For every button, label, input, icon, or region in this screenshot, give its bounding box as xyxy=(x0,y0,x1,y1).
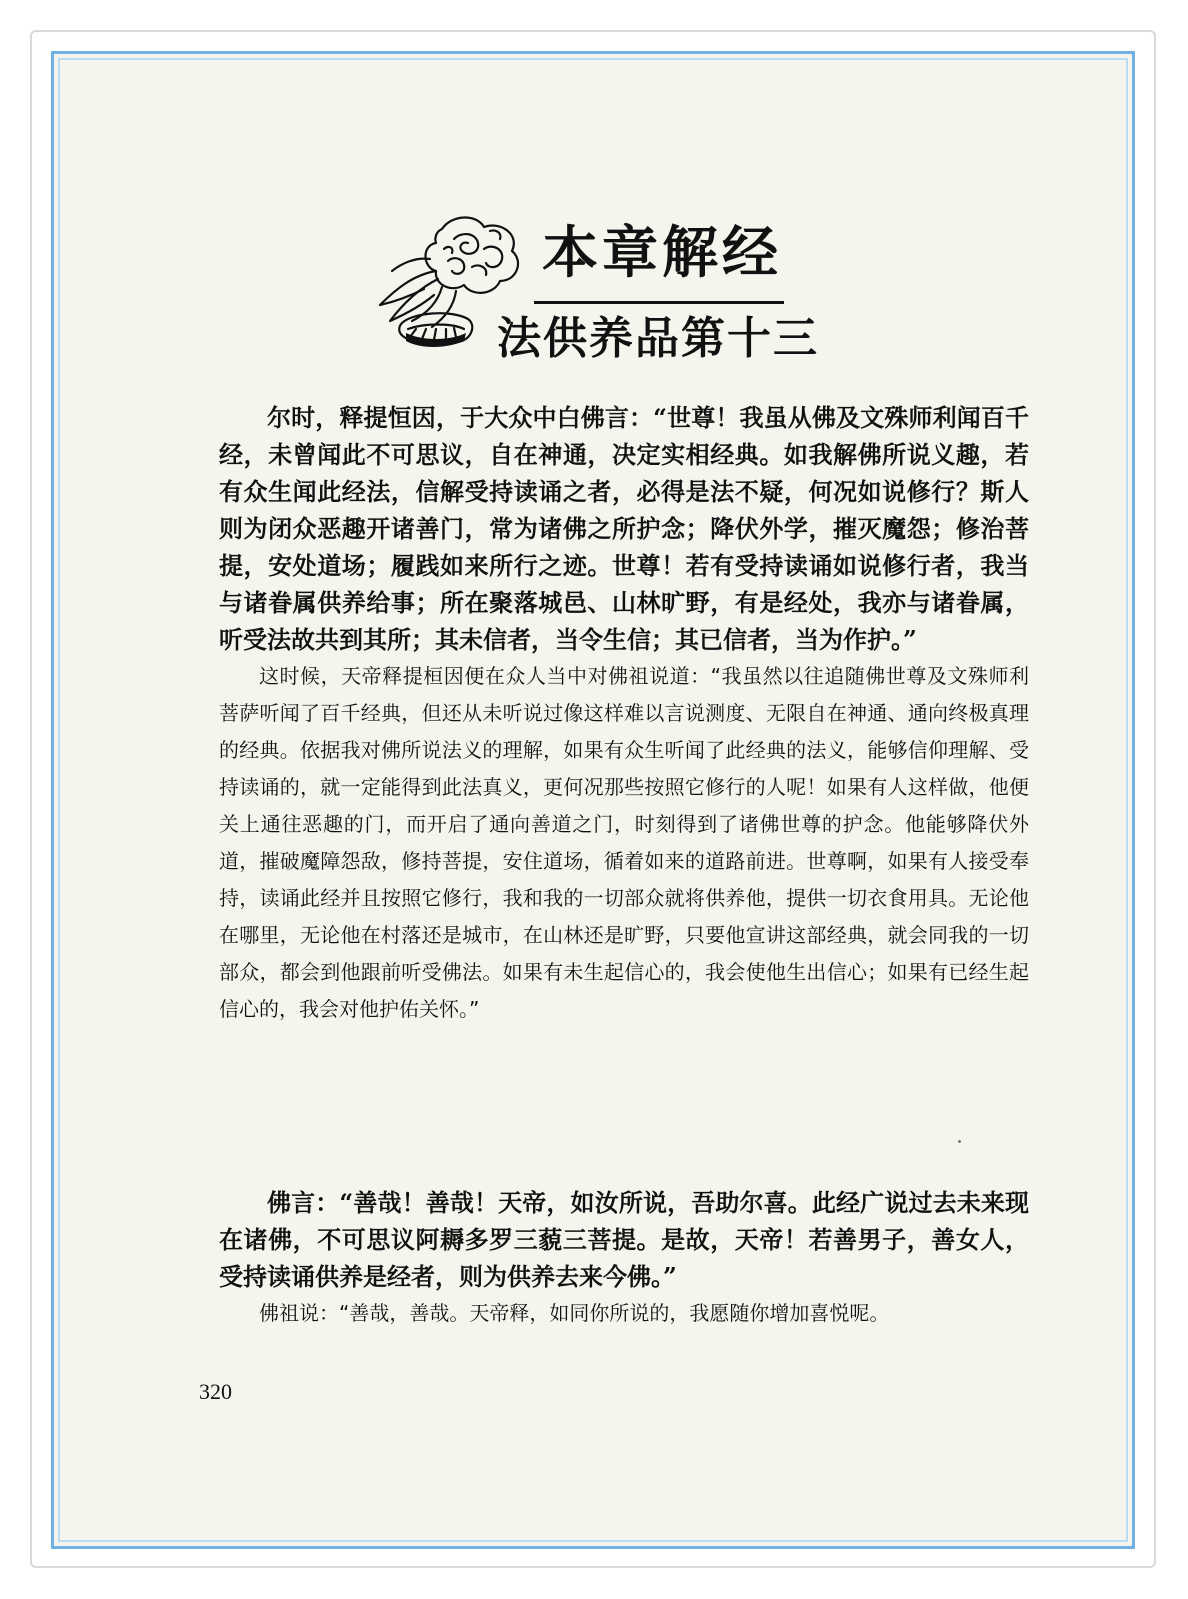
title-divider xyxy=(534,301,784,304)
chapter-subtitle: 法供养品第十三 xyxy=(497,313,819,364)
chapter-header xyxy=(372,209,842,364)
sutra-text-1: 尔时，释提恒因，于大众中白佛言：“世尊！我虽从佛及文殊师利闻百千经，未曾闻此不可思议，自在神通，决定实相经典。如我解佛所说义趣，若有众生闻此经法，信解受持读诵之者，必得是法不疑，何况如说修行？斯人则为闭众恶趣开诸善门，常为诸佛之所护念；降伏外学，摧灭魔怨；修治菩提，安处道场；履践如来所行之迹。世尊！若有受持读诵如说修行者，我当与诸眷属供养给事；所在聚落城邑、山林旷野，有是经处，我亦与诸眷属，听受法故共到其所；其未信者，当令生信；其已信者，当为作护。” xyxy=(219,403,1029,654)
translation-text-1: 这时候，天帝释提桓因便在众人当中对佛祖说道：“我虽然以往追随佛世尊及文殊师利菩萨听闻了百千经典，但还从未听说过像这样难以言说测度、无限自在神通、通向终极真理的经典。依据我对佛所说法义的理解，如果有众生听闻了此经典的法义，能够信仰理解、受持读诵的，就一定能得到此法真义，更何况那些按照它修行的人呢！如果有人这样做，他便关上通往恶趣的门，而开启了通向善道之门，时刻得到了诸佛世尊的护念。他能够降伏外道，摧破魔障怨敌，修持菩提，安住道场，循着如来的道路前进。世尊啊，如果有人接受奉持，读诵此经并且按照它修行，我和我的一切部众就将供养他，提供一切衣食用具。无论他在哪里，无论他在村落还是城市，在山林还是旷野，只要他宣讲这部经典，就会同我的一切部众，都会到他跟前听受佛法。如果有未生起信心的，我会使他生出信心；如果有已经生起信心的，我会对他护佑关怀。” xyxy=(219,664,1029,1021)
chapter-title: 本章解经 xyxy=(542,221,782,286)
book-page xyxy=(51,51,1135,1549)
page-number: 320 xyxy=(199,1379,232,1404)
passage-1 xyxy=(219,399,1029,1028)
print-speck xyxy=(958,1140,961,1143)
translation-text-2: 佛祖说：“善哉，善哉。天帝释，如同你所说的，我愿随你增加喜悦呢。 xyxy=(259,1301,890,1325)
sutra-text-2: 佛言：“善哉！善哉！天帝，如汝所说，吾助尔喜。此经广说过去未来现在诸佛，不可思议阿耨多罗三藐三菩提。是故，天帝！若善男子，善女人，受持读诵供养是经者，则为供养去来今佛。” xyxy=(219,1188,1029,1291)
passage-2 xyxy=(219,1184,1029,1332)
